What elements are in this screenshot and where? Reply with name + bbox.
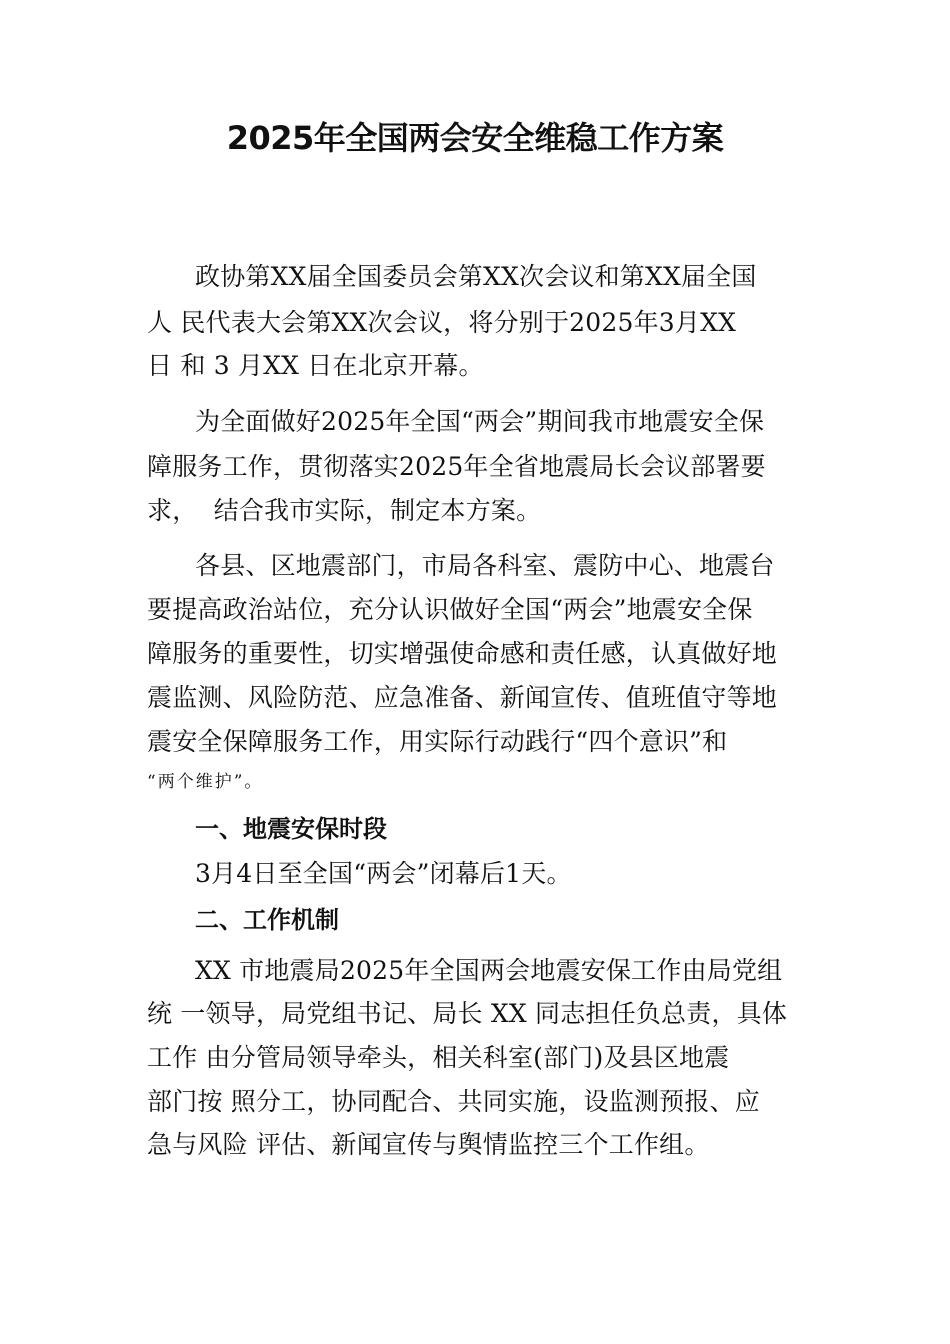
paragraph-1-line-3: 日 和 3 月XX 日在北京开幕。 [147, 351, 484, 380]
section-2-heading: 二、工作机制 [195, 906, 339, 934]
paragraph-2-line-2: 障服务工作，贯彻落实2025年全省地震局长会议部署要 [147, 452, 766, 481]
section-2-line-4: 部门按 照分工，协同配合、共同实施，设监测预报、应 [147, 1087, 760, 1116]
section-2-line-2: 统 一领导，局党组书记、局长 XX 同志担任负总责，具体 [147, 999, 788, 1028]
section-1-heading: 一、地震安保时段 [195, 815, 387, 843]
section-2-line-3: 工作 由分管局领导牵头，相关科室(部门)及县区地震 [147, 1043, 730, 1072]
paragraph-3-line-2: 要提高政治站位，充分认识做好全国“两会”地震安全保 [147, 595, 753, 624]
paragraph-3-line-6: “两个维护”。 [147, 772, 264, 792]
paragraph-2-line-1: 为全面做好2025年全国“两会”期间我市地震安全保 [195, 407, 765, 436]
paragraph-3-line-4: 震监测、风险防范、应急准备、新闻宣传、值班值守等地 [147, 683, 778, 712]
paragraph-3-line-1: 各县、区地震部门，市局各科室、震防中心、地震台 [195, 551, 775, 580]
section-2-line-1: XX 市地震局2025年全国两会地震安保工作由局党组 [195, 956, 783, 985]
section-2-line-5: 急与风险 评估、新闻宣传与舆情监控三个工作组。 [147, 1130, 710, 1159]
paragraph-1-line-1: 政协第XX届全国委员会第XX次会议和第XX届全国 [195, 262, 757, 291]
paragraph-1-line-2: 人 民代表大会第XX次会议，将分别于2025年3月XX [147, 308, 737, 337]
section-1-text: 3月4日至全国“两会”闭幕后1天。 [195, 859, 572, 888]
paragraph-3-line-3: 障服务的重要性，切实增强使命感和责任感，认真做好地 [147, 639, 778, 668]
document-title: 2025年全国两会安全维稳工作方案 [226, 119, 724, 157]
paragraph-2-line-3: 求， 结合我市实际，制定本方案。 [147, 496, 542, 525]
paragraph-3-line-5: 震安全保障服务工作，用实际行动践行“四个意识”和 [147, 727, 728, 756]
